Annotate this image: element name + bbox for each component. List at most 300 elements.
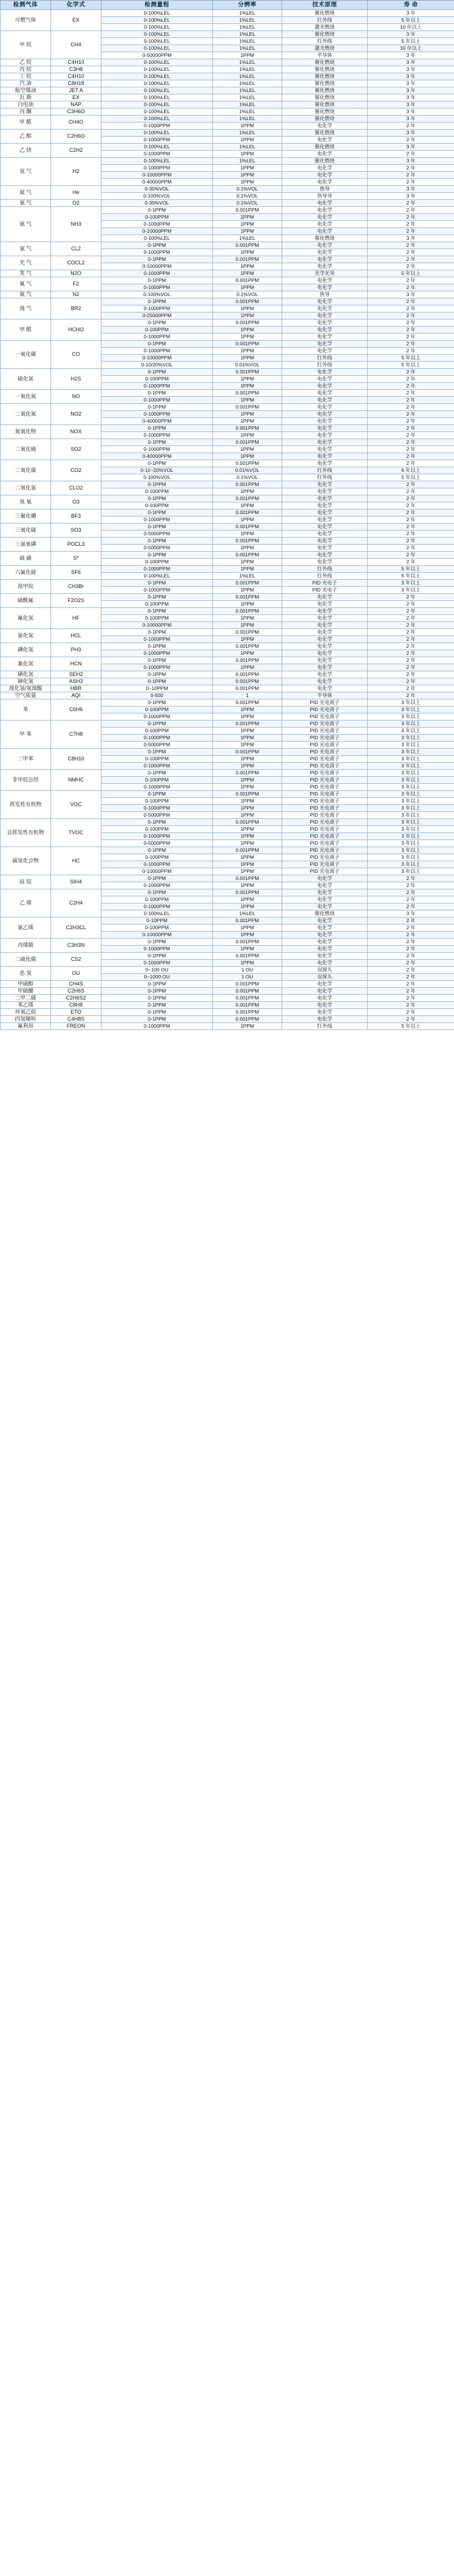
cell-lifetime: 3 年以上 — [368, 805, 454, 812]
cell-technology: 电化学 — [282, 432, 368, 439]
cell-resolution: 0.1%VOL — [213, 193, 282, 200]
cell-technology: 电化学 — [282, 538, 368, 545]
cell-lifetime: 10 年以上 — [368, 45, 454, 52]
table-row — [1, 94, 454, 101]
cell-resolution: 1PPM — [213, 868, 282, 875]
cell-measuring-range: 0-1PPM — [101, 749, 213, 756]
cell-measuring-range: 0-100%LEL — [101, 115, 213, 123]
cell-measuring-range: 0~100 OU — [101, 967, 213, 974]
cell-technology: 催化燃烧 — [282, 101, 368, 108]
cell-technology: 电化学 — [282, 594, 368, 601]
cell-resolution: 1PPM — [213, 312, 282, 320]
cell-resolution: 1PPM — [213, 305, 282, 312]
cell-technology: 催化燃烧 — [282, 158, 368, 165]
cell-technology: 电化学 — [282, 390, 368, 397]
table-row — [1, 80, 454, 87]
cell-lifetime: 2 年 — [368, 348, 454, 355]
cell-resolution: 1PPM — [213, 172, 282, 179]
cell-gas-name: 乙 烷 — [1, 59, 51, 66]
cell-lifetime: 2 年 — [368, 545, 454, 552]
cell-resolution: 0.001PPM — [213, 277, 282, 284]
cell-technology: 电化学 — [282, 312, 368, 320]
cell-chemical-formula: C2H2 — [51, 144, 101, 158]
cell-technology: PID 光电离子 — [282, 784, 368, 791]
cell-measuring-range: 0-100%LEL — [101, 45, 213, 52]
cell-resolution: 1PPM — [213, 713, 282, 721]
cell-lifetime: 10 年以上 — [368, 24, 454, 31]
cell-lifetime: 2 年 — [368, 988, 454, 995]
cell-lifetime: 3 年以上 — [368, 833, 454, 840]
cell-lifetime: 2 年 — [368, 939, 454, 946]
cell-lifetime: 5 年以上 — [368, 573, 454, 580]
cell-gas-name: 砷化氢 — [1, 678, 51, 685]
cell-lifetime: 2 年 — [368, 552, 454, 559]
cell-measuring-range: 0-1PPM — [101, 207, 213, 214]
cell-gas-name: 空气质量 — [1, 692, 51, 699]
cell-resolution: 1PPM — [213, 756, 282, 763]
cell-resolution: 0.001PPM — [213, 439, 282, 446]
cell-chemical-formula: HCN — [51, 657, 101, 671]
cell-lifetime: 3 年以上 — [368, 770, 454, 777]
cell-chemical-formula: CLO2 — [51, 481, 101, 495]
table-header-row — [1, 1, 454, 10]
cell-lifetime: 2 年 — [368, 953, 454, 960]
cell-technology: 电化学 — [282, 509, 368, 516]
cell-lifetime: 2 年 — [368, 200, 454, 207]
table-row — [1, 291, 454, 298]
cell-measuring-range: 0-100%LEL — [101, 31, 213, 38]
cell-lifetime: 2 年 — [368, 221, 454, 228]
cell-resolution: 1PPM — [213, 826, 282, 833]
cell-gas-name: 甲 苯 — [1, 721, 51, 749]
cell-technology: PID 光电离子 — [282, 749, 368, 756]
cell-measuring-range: 0-5000PPM — [101, 812, 213, 819]
cell-gas-name: 甲 醛 — [1, 320, 51, 341]
table-row — [1, 699, 454, 706]
cell-technology: PID 光电离子 — [282, 721, 368, 728]
cell-chemical-formula: C2H6S2 — [51, 995, 101, 1002]
cell-resolution: 0.001PPM — [213, 889, 282, 896]
cell-technology: 催化燃烧 — [282, 80, 368, 87]
cell-gas-name: 臭 氧 — [1, 495, 51, 509]
cell-measuring-range: 0-10000PPM — [101, 868, 213, 875]
table-row — [1, 953, 454, 960]
cell-gas-name: 六氟化硫 — [1, 566, 51, 580]
cell-technology: 催化燃烧 — [282, 144, 368, 151]
cell-gas-name: 三氧化硫 — [1, 524, 51, 538]
cell-resolution: 0.001PPM — [213, 594, 282, 601]
cell-lifetime: 2 年 — [368, 172, 454, 179]
cell-gas-name: 一氧化氮 — [1, 390, 51, 404]
cell-technology: 电化学 — [282, 453, 368, 460]
cell-technology: 电化学 — [282, 284, 368, 291]
cell-chemical-formula: CH4S — [51, 981, 101, 988]
cell-measuring-range: 0-1PPM — [101, 524, 213, 531]
cell-resolution: 1PPM — [213, 531, 282, 538]
cell-measuring-range: 0-1000PPM — [101, 411, 213, 418]
cell-chemical-formula: NO2 — [51, 404, 101, 425]
cell-lifetime: 2 年 — [368, 960, 454, 967]
cell-resolution: 1PPM — [213, 932, 282, 939]
cell-measuring-range: 0-1000PPM — [101, 432, 213, 439]
cell-technology: 电化学 — [282, 481, 368, 488]
cell-technology: 红外线 — [282, 566, 368, 573]
cell-chemical-formula: N2 — [51, 291, 101, 298]
cell-resolution: 1PPM — [213, 615, 282, 622]
cell-technology: 催化燃烧 — [282, 59, 368, 66]
cell-lifetime: 3 年以上 — [368, 777, 454, 784]
cell-lifetime: 3 年 — [368, 94, 454, 101]
cell-lifetime: 2 年 — [368, 882, 454, 889]
cell-measuring-range: 0-1000PPM — [101, 636, 213, 643]
cell-measuring-range: 0-1PPM — [101, 509, 213, 516]
cell-gas-name: 汽 油 — [1, 80, 51, 87]
cell-gas-name: 溴甲烷 — [1, 580, 51, 594]
cell-measuring-range: 0-1PPM — [101, 875, 213, 882]
cell-resolution: 1PPM — [213, 270, 282, 277]
cell-resolution: 0.01%VOL — [213, 362, 282, 369]
cell-resolution: 1PPM — [213, 622, 282, 629]
cell-chemical-formula: NH3 — [51, 207, 101, 242]
cell-technology: 电化学 — [282, 495, 368, 502]
cell-lifetime: 3 年以上 — [368, 728, 454, 735]
cell-measuring-range: 0-5000PPM — [101, 742, 213, 749]
cell-technology: 电化学 — [282, 327, 368, 334]
cell-chemical-formula: C7H8 — [51, 721, 101, 749]
cell-resolution: 1PPM — [213, 432, 282, 439]
cell-measuring-range: 0-100%LEL — [101, 108, 213, 115]
cell-technology: 催化燃烧 — [282, 130, 368, 137]
cell-resolution: 1PPM — [213, 728, 282, 735]
cell-resolution: 1PPM — [213, 179, 282, 186]
cell-technology: 电化学 — [282, 932, 368, 939]
cell-technology: PID 光电离子 — [282, 756, 368, 763]
cell-resolution: 1PPM — [213, 348, 282, 355]
cell-resolution: 1PPM — [213, 742, 282, 749]
cell-gas-name: 乙 炔 — [1, 144, 51, 158]
cell-resolution: 0.001PPM — [213, 770, 282, 777]
cell-resolution: 1PPM — [213, 137, 282, 144]
cell-chemical-formula: C4H10 — [51, 73, 101, 80]
cell-chemical-formula: SF6 — [51, 566, 101, 580]
cell-technology: PID 光电离子 — [282, 777, 368, 784]
table-row — [1, 404, 454, 411]
cell-lifetime: 3 年 — [368, 108, 454, 115]
cell-technology: 电化学 — [282, 925, 368, 932]
cell-resolution: 0.001PPM — [213, 988, 282, 995]
cell-resolution: 1PPM — [213, 601, 282, 608]
cell-gas-name: 光 气 — [1, 256, 51, 270]
cell-lifetime: 3 年 — [368, 101, 454, 108]
cell-technology: 电化学 — [282, 615, 368, 622]
cell-technology: 催化燃烧 — [282, 108, 368, 115]
cell-technology: 红外线 — [282, 474, 368, 481]
cell-technology: 电化学 — [282, 875, 368, 882]
cell-resolution: 1%LEL — [213, 101, 282, 108]
cell-measuring-range: 0-1000PPM — [101, 123, 213, 130]
cell-technology: PID 光电离子 — [282, 847, 368, 854]
cell-resolution: 1PPM — [213, 784, 282, 791]
cell-technology: 电化学 — [282, 151, 368, 158]
cell-gas-name: 甲 烷 — [1, 31, 51, 59]
cell-measuring-range: 0-1PPM — [101, 242, 213, 249]
cell-chemical-formula: NO — [51, 390, 101, 404]
cell-measuring-range: 0-100PPM — [101, 615, 213, 622]
cell-technology: 电化学 — [282, 179, 368, 186]
cell-measuring-range: 0-100%LEL — [101, 66, 213, 73]
table-row — [1, 158, 454, 165]
cell-technology: 催化燃烧 — [282, 115, 368, 123]
cell-measuring-range: 0-1000PPM — [101, 861, 213, 868]
cell-lifetime: 3 年 — [368, 291, 454, 298]
cell-resolution: 1PPM — [213, 735, 282, 742]
cell-measuring-range: 0-100PPM — [101, 376, 213, 383]
cell-resolution: 1PPM — [213, 516, 282, 524]
cell-technology: 电化学 — [282, 256, 368, 263]
cell-lifetime: 2 年 — [368, 334, 454, 341]
cell-gas-name: 氟 气 — [1, 277, 51, 291]
cell-lifetime: 2 年 — [368, 439, 454, 446]
cell-resolution: 0.001PPM — [213, 875, 282, 882]
cell-lifetime: 2 年 — [368, 341, 454, 348]
cell-technology: 电化学 — [282, 411, 368, 418]
cell-resolution: 0.001PPM — [213, 678, 282, 685]
cell-technology: 电化学 — [282, 446, 368, 453]
cell-technology: 电化学 — [282, 207, 368, 214]
cell-chemical-formula: C3H8 — [51, 66, 101, 73]
cell-measuring-range: 0-1PPM — [101, 390, 213, 397]
cell-resolution: 1PPM — [213, 123, 282, 130]
cell-measuring-range: 0-100PPM — [101, 756, 213, 763]
cell-lifetime: 2 年 — [368, 1016, 454, 1023]
cell-technology: 电化学 — [282, 622, 368, 629]
cell-technology: 电化学 — [282, 671, 368, 678]
cell-lifetime: 2 年 — [368, 327, 454, 334]
cell-gas-name: 硫 磺 — [1, 552, 51, 566]
cell-chemical-formula: C6H6 — [51, 699, 101, 721]
cell-lifetime: 2 年 — [368, 376, 454, 383]
cell-technology: 电化学 — [282, 643, 368, 650]
cell-lifetime: 5 年以上 — [368, 17, 454, 24]
cell-lifetime: 3 年 — [368, 80, 454, 87]
table-row — [1, 341, 454, 348]
cell-resolution: 0.001PPM — [213, 481, 282, 488]
cell-technology: 电化学 — [282, 946, 368, 953]
table-row — [1, 495, 454, 502]
cell-technology: 电化学 — [282, 629, 368, 636]
cell-resolution: 1PPM — [213, 383, 282, 390]
cell-chemical-formula: C8H10 — [51, 749, 101, 770]
cell-lifetime: 2 年 — [368, 685, 454, 692]
cell-lifetime: 2 年 — [368, 284, 454, 291]
table-row — [1, 439, 454, 446]
cell-gas-name: 二氧化氮 — [1, 404, 51, 425]
cell-gas-name: 一氧化碳 — [1, 341, 51, 369]
cell-technology: 电化学 — [282, 383, 368, 390]
table-row — [1, 917, 454, 925]
gas-detection-spec-page — [0, 0, 454, 1030]
cell-technology: 电化学 — [282, 516, 368, 524]
cell-lifetime: 2 年 — [368, 263, 454, 270]
cell-gas-name: 氢 气 — [1, 158, 51, 186]
table-row — [1, 770, 454, 777]
cell-lifetime: 3 年以上 — [368, 756, 454, 763]
cell-technology: 电化学 — [282, 123, 368, 130]
cell-lifetime: 2 年 — [368, 277, 454, 284]
cell-chemical-formula: CO2 — [51, 460, 101, 481]
cell-measuring-range: 0-1000PPM — [101, 763, 213, 770]
cell-chemical-formula: C8H8 — [51, 1002, 101, 1009]
cell-measuring-range: 0-100%LEL — [101, 73, 213, 80]
table-row — [1, 939, 454, 946]
cell-measuring-range: 0-1000PPM — [101, 664, 213, 671]
cell-resolution: 1%LEL — [213, 59, 282, 66]
cell-technology: 催化燃烧 — [282, 73, 368, 80]
cell-gas-name: 三氟化硼 — [1, 509, 51, 524]
cell-gas-name: 瓦 斯 — [1, 94, 51, 101]
cell-measuring-range: 0-1PPM — [101, 404, 213, 411]
cell-gas-name: 硅 烷 — [1, 875, 51, 889]
cell-lifetime: 2 年 — [368, 369, 454, 376]
cell-gas-name: 氮 气 — [1, 291, 51, 298]
cell-technology: 双探头 — [282, 967, 368, 974]
cell-technology: 电化学 — [282, 502, 368, 509]
cell-measuring-range: 0-100%LEL — [101, 158, 213, 165]
cell-technology: PID 光电离子 — [282, 854, 368, 861]
cell-technology: PID 光电离子 — [282, 819, 368, 826]
cell-gas-name: 环氧乙烷 — [1, 1009, 51, 1016]
cell-resolution: 1PPM — [213, 882, 282, 889]
cell-measuring-range: 0-1000PPM — [101, 946, 213, 953]
cell-measuring-range: 0-100%LEL — [101, 10, 213, 17]
cell-technology: 电化学 — [282, 960, 368, 967]
cell-lifetime: 3 年以上 — [368, 749, 454, 756]
cell-resolution: 0.001PPM — [213, 643, 282, 650]
cell-measuring-range: 0-1000PPM — [101, 165, 213, 172]
cell-lifetime: 2 年 — [368, 1002, 454, 1009]
cell-resolution: 1PPM — [213, 411, 282, 418]
table-row — [1, 791, 454, 798]
table-row — [1, 594, 454, 601]
cell-technology: 催化燃烧 — [282, 235, 368, 242]
cell-measuring-range: 0-100PPM — [101, 854, 213, 861]
cell-lifetime: 2 年 — [368, 650, 454, 657]
cell-gas-name: 二硫化碳 — [1, 953, 51, 967]
cell-technology: 电化学 — [282, 882, 368, 889]
cell-chemical-formula: C2H6O — [51, 130, 101, 144]
cell-measuring-range: 0-100PPM — [101, 559, 213, 566]
cell-resolution: 0.001PPM — [213, 1002, 282, 1009]
cell-measuring-range: 0-1000PPM — [101, 1023, 213, 1030]
cell-lifetime: 2 年 — [368, 925, 454, 932]
cell-lifetime: 2 年 — [368, 889, 454, 896]
cell-technology: PID 光电离子 — [282, 812, 368, 819]
cell-measuring-range: 0-100%LEL — [101, 80, 213, 87]
cell-gas-name: 甲硫醇 — [1, 981, 51, 988]
cell-chemical-formula: C3H6O — [51, 108, 101, 115]
cell-gas-name: 氯乙烯 — [1, 917, 51, 939]
cell-technology: 电化学 — [282, 341, 368, 348]
cell-measuring-range: 0-5000PPM — [101, 840, 213, 847]
cell-lifetime: 2 年 — [368, 657, 454, 664]
cell-lifetime: 3 年以上 — [368, 861, 454, 868]
cell-gas-name: 丁 烷 — [1, 73, 51, 80]
cell-measuring-range: 0-1PPM — [101, 819, 213, 826]
cell-technology: 电化学 — [282, 889, 368, 896]
cell-lifetime: 2 年 — [368, 481, 454, 488]
cell-gas-name: 氯 气 — [1, 242, 51, 256]
cell-resolution: 0.001PPM — [213, 509, 282, 516]
cell-technology: 电化学 — [282, 601, 368, 608]
cell-chemical-formula: He — [51, 186, 101, 200]
cell-lifetime: 3 年以上 — [368, 812, 454, 819]
cell-technology: 电化学 — [282, 524, 368, 531]
cell-technology: 电化学 — [282, 1002, 368, 1009]
cell-measuring-range: 0-100%LEL — [101, 94, 213, 101]
cell-resolution: 1PPM — [213, 636, 282, 643]
cell-lifetime: 2 年 — [368, 411, 454, 418]
cell-resolution: 1PPM — [213, 446, 282, 453]
cell-gas-name: 三氯氧磷 — [1, 538, 51, 552]
cell-resolution: 0.001PPM — [213, 256, 282, 263]
cell-lifetime: 3 年以上 — [368, 742, 454, 749]
cell-measuring-range: 0-1000PPM — [101, 305, 213, 312]
table-row — [1, 101, 454, 108]
cell-lifetime: 3 年 — [368, 193, 454, 200]
cell-lifetime: 2 年 — [368, 179, 454, 186]
table-row — [1, 847, 454, 854]
cell-resolution: 0.001PPM — [213, 524, 282, 531]
cell-measuring-range: 0~1000 OU — [101, 974, 213, 981]
cell-chemical-formula: NOX — [51, 425, 101, 439]
cell-measuring-range: 0-100PPM — [101, 798, 213, 805]
cell-lifetime: 3 年以上 — [368, 798, 454, 805]
cell-gas-name: 甲硫醚 — [1, 988, 51, 995]
cell-technology: 电化学 — [282, 896, 368, 903]
cell-gas-name: 溴 气 — [1, 298, 51, 320]
cell-resolution: 1%LEL — [213, 80, 282, 87]
table-row — [1, 108, 454, 115]
cell-lifetime: 5 年以上 — [368, 474, 454, 481]
table-row — [1, 657, 454, 664]
table-row — [1, 819, 454, 826]
cell-lifetime: 2 年 — [368, 404, 454, 411]
cell-technology: 电化学 — [282, 903, 368, 910]
cell-technology: 催化燃烧 — [282, 910, 368, 917]
cell-resolution: 1PPM — [213, 587, 282, 594]
cell-technology: 催化燃烧 — [282, 66, 368, 73]
cell-technology: 电化学 — [282, 981, 368, 988]
cell-technology: 双探头 — [282, 974, 368, 981]
cell-lifetime: 3 年以上 — [368, 735, 454, 742]
cell-chemical-formula: AQI — [51, 692, 101, 699]
cell-technology: 电化学 — [282, 664, 368, 671]
column-header-resolution: 分辨率 — [213, 1, 282, 10]
cell-chemical-formula: HCL — [51, 629, 101, 643]
cell-resolution: 1PPM — [213, 903, 282, 910]
cell-measuring-range: 0-10PPM — [101, 917, 213, 925]
cell-lifetime: 2 年 — [368, 524, 454, 531]
table-row — [1, 643, 454, 650]
cell-resolution: 1PPM — [213, 805, 282, 812]
cell-lifetime: 2 年 — [368, 601, 454, 608]
table-row — [1, 678, 454, 685]
cell-technology: 半导体 — [282, 52, 368, 59]
cell-chemical-formula: C8H18 — [51, 80, 101, 87]
cell-technology: 电化学 — [282, 298, 368, 305]
cell-resolution: 0.001PPM — [213, 917, 282, 925]
cell-lifetime: 2 年 — [368, 460, 454, 467]
